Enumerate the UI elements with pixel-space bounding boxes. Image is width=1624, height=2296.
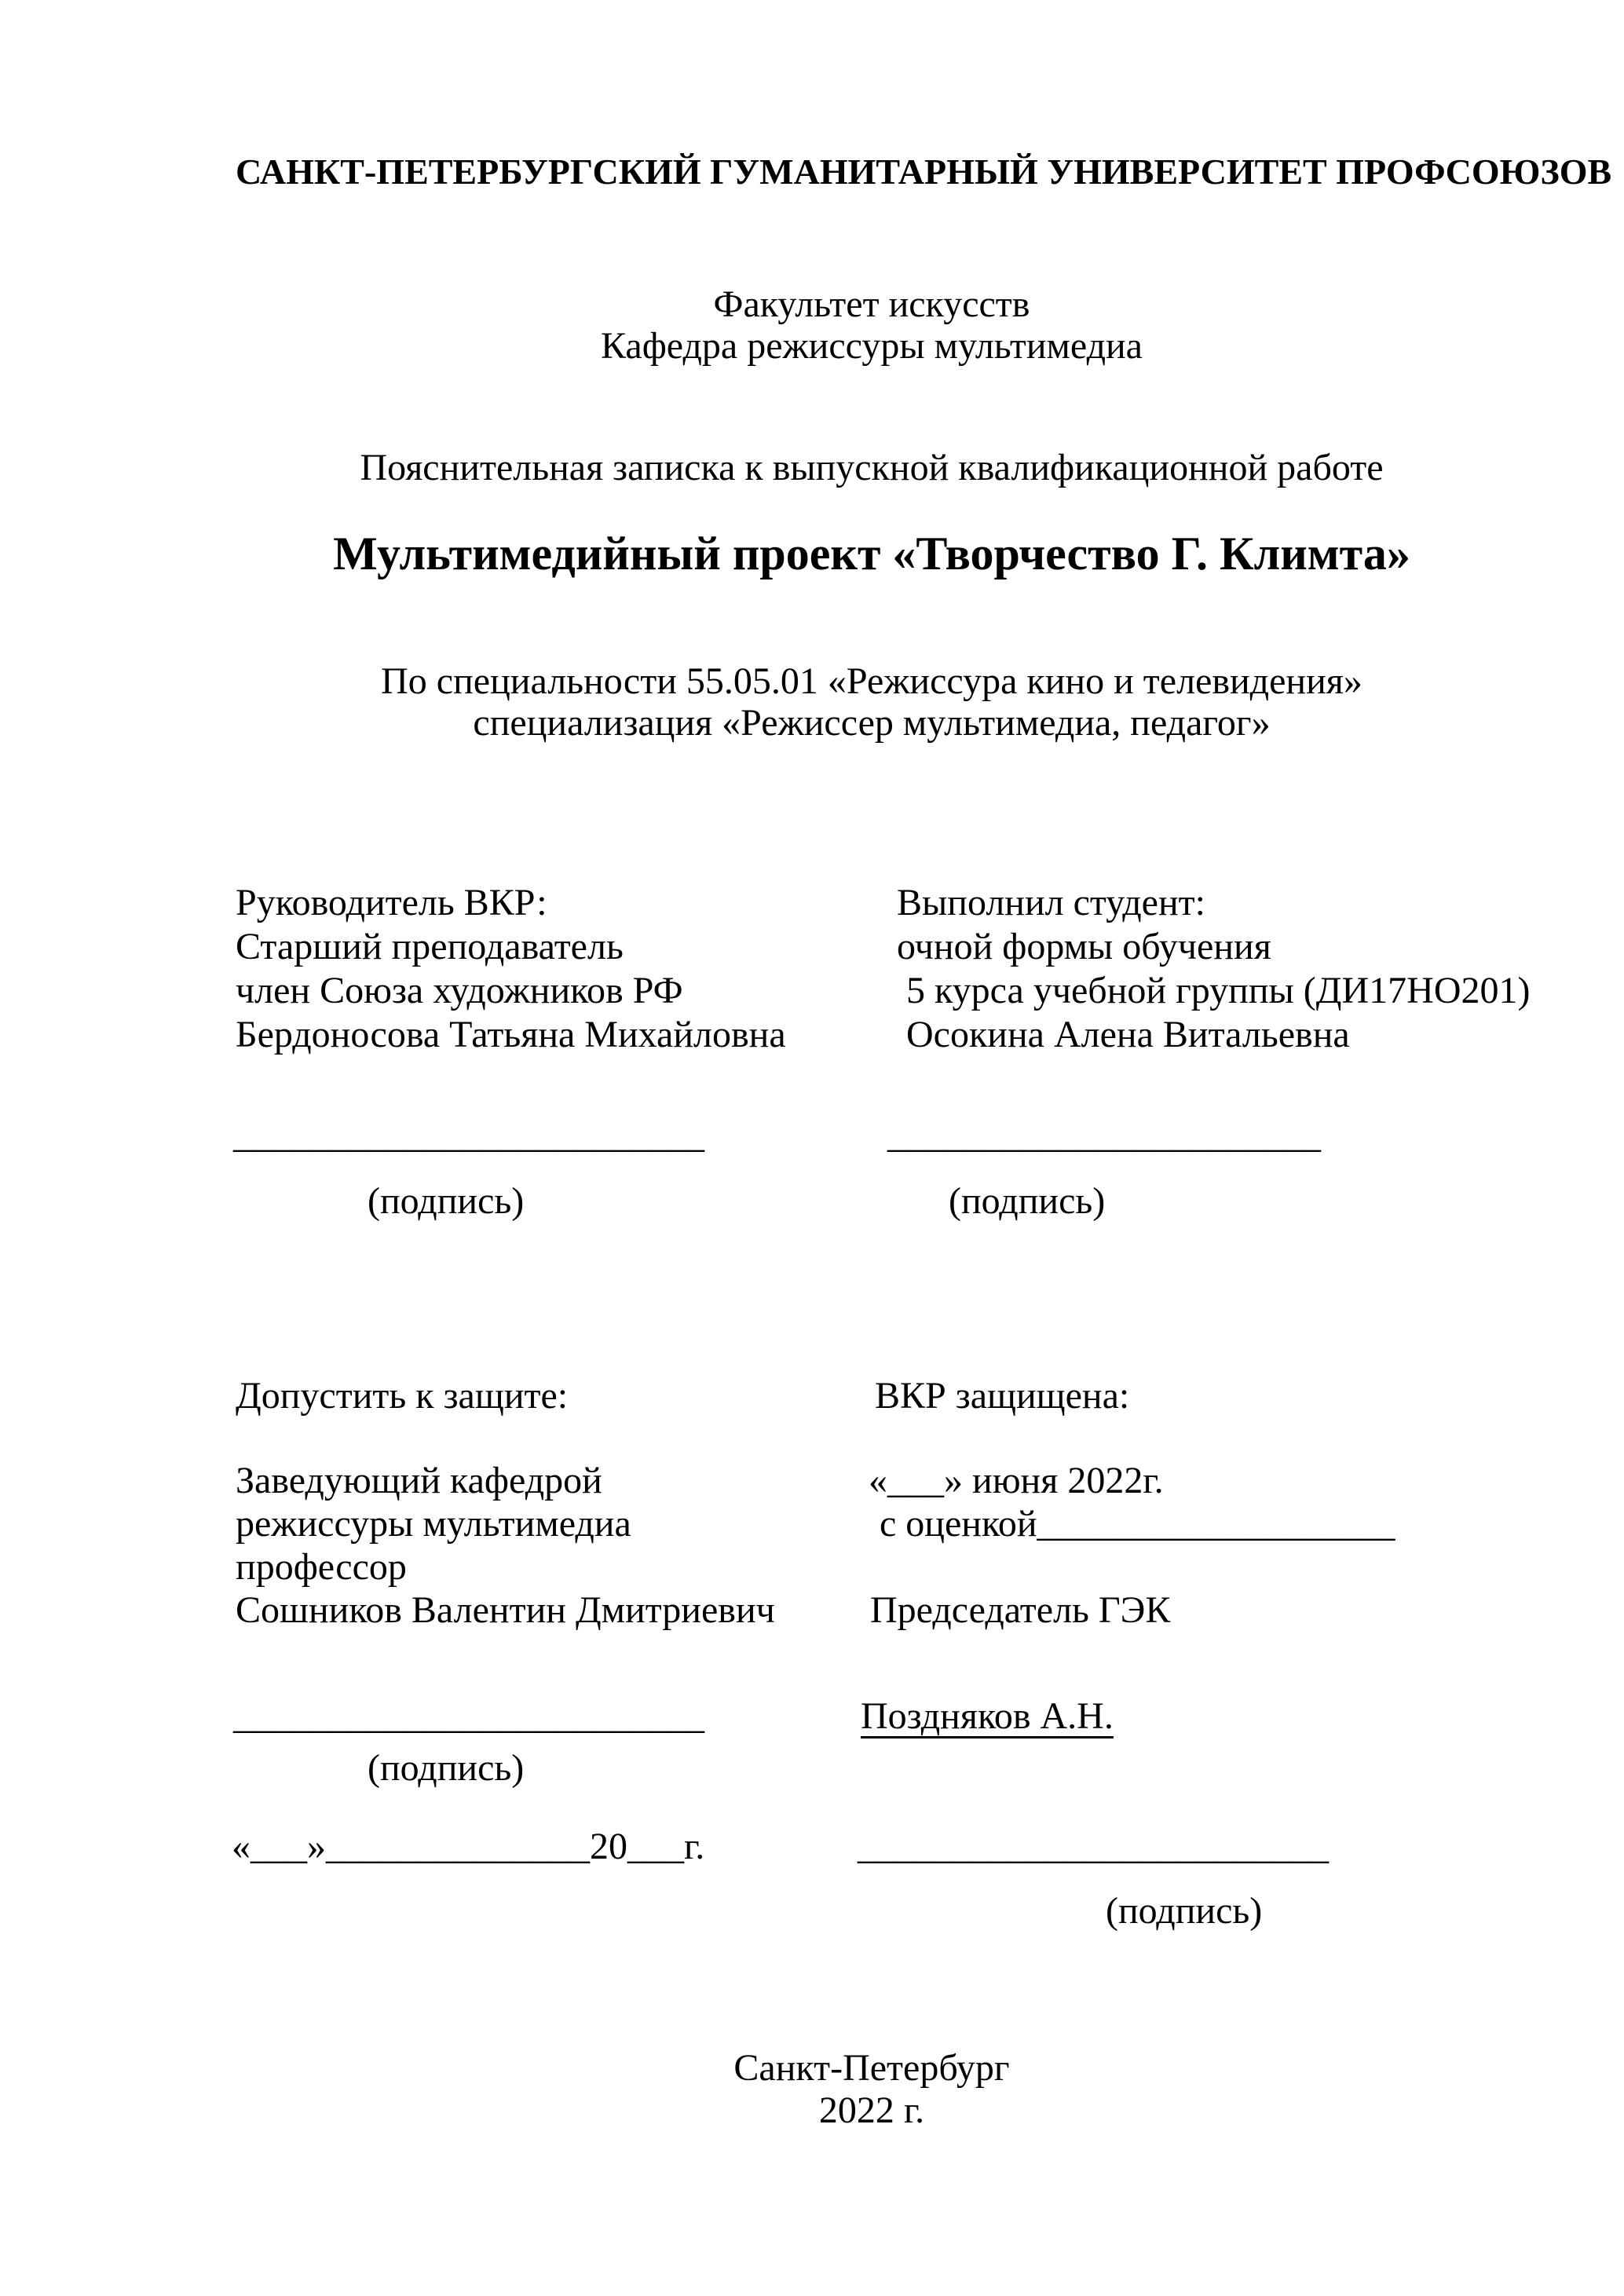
- student-signature-line: _______________________: [887, 1114, 1321, 1156]
- specialization-line: специализация «Режиссер мультимедиа, педагог»: [473, 702, 1271, 744]
- supervisor-signature-line: _________________________: [233, 1114, 704, 1156]
- admission-signature-line: _________________________: [233, 1695, 704, 1737]
- head-name: Сошников Валентин Дмитриевич: [236, 1589, 775, 1631]
- department-name: Кафедра режиссуры мультимедиа: [601, 325, 1143, 367]
- footer-year: 2022 г.: [818, 2089, 925, 2131]
- student-signature-caption: (подпись): [949, 1180, 1106, 1222]
- supervisor-membership: член Союза художников РФ: [236, 970, 683, 1011]
- faculty-name: Факультет искусств: [713, 283, 1030, 325]
- supervisor-name: Бердоносова Татьяна Михайловна: [236, 1014, 786, 1055]
- admission-date-line: «___»______________20___г.: [232, 1826, 705, 1867]
- defense-signature-caption: (подпись): [1106, 1890, 1263, 1932]
- defense-signature-line: _________________________: [858, 1826, 1329, 1867]
- chairman-name: Поздняков А.Н.: [861, 1695, 1114, 1737]
- defense-grade-line: с оценкой___________________: [870, 1503, 1395, 1545]
- defense-label: ВКР защищена:: [875, 1375, 1130, 1417]
- head-position-3: профессор: [236, 1546, 407, 1588]
- student-name: Осокина Алена Витальевна: [897, 1014, 1350, 1055]
- head-position-2: режиссуры мультимедиа: [236, 1503, 631, 1545]
- defense-date-line: «___» июня 2022г.: [869, 1460, 1164, 1501]
- supervisor-label: Руководитель ВКР:: [236, 882, 547, 923]
- specialty-line: По специальности 55.05.01 «Режиссура кино и телевидения»: [381, 660, 1362, 702]
- admission-label: Допустить к защите:: [236, 1375, 569, 1417]
- student-label: Выполнил студент:: [897, 882, 1205, 923]
- supervisor-signature-caption: (подпись): [368, 1180, 525, 1222]
- admission-signature-caption: (подпись): [368, 1747, 525, 1789]
- university-name: САНКТ-ПЕТЕРБУРГСКИЙ ГУМАНИТАРНЫЙ УНИВЕРСИТЕТ ПРОФСОЮЗОВ: [236, 152, 1612, 192]
- chairman-label: Председатель ГЭК: [870, 1589, 1171, 1631]
- supervisor-position: Старший преподаватель: [236, 926, 624, 967]
- work-type-line: Пояснительная записка к выпускной квалификационной работе: [360, 447, 1384, 488]
- student-study-form: очной формы обучения: [897, 926, 1271, 967]
- work-title: Мультимедийный проект «Творчество Г. Климта»: [333, 528, 1410, 579]
- footer-city: Санкт-Петербург: [733, 2047, 1010, 2089]
- student-group: 5 курса учебной группы (ДИ17НО201): [897, 970, 1531, 1011]
- head-position-1: Заведующий кафедрой: [236, 1460, 602, 1501]
